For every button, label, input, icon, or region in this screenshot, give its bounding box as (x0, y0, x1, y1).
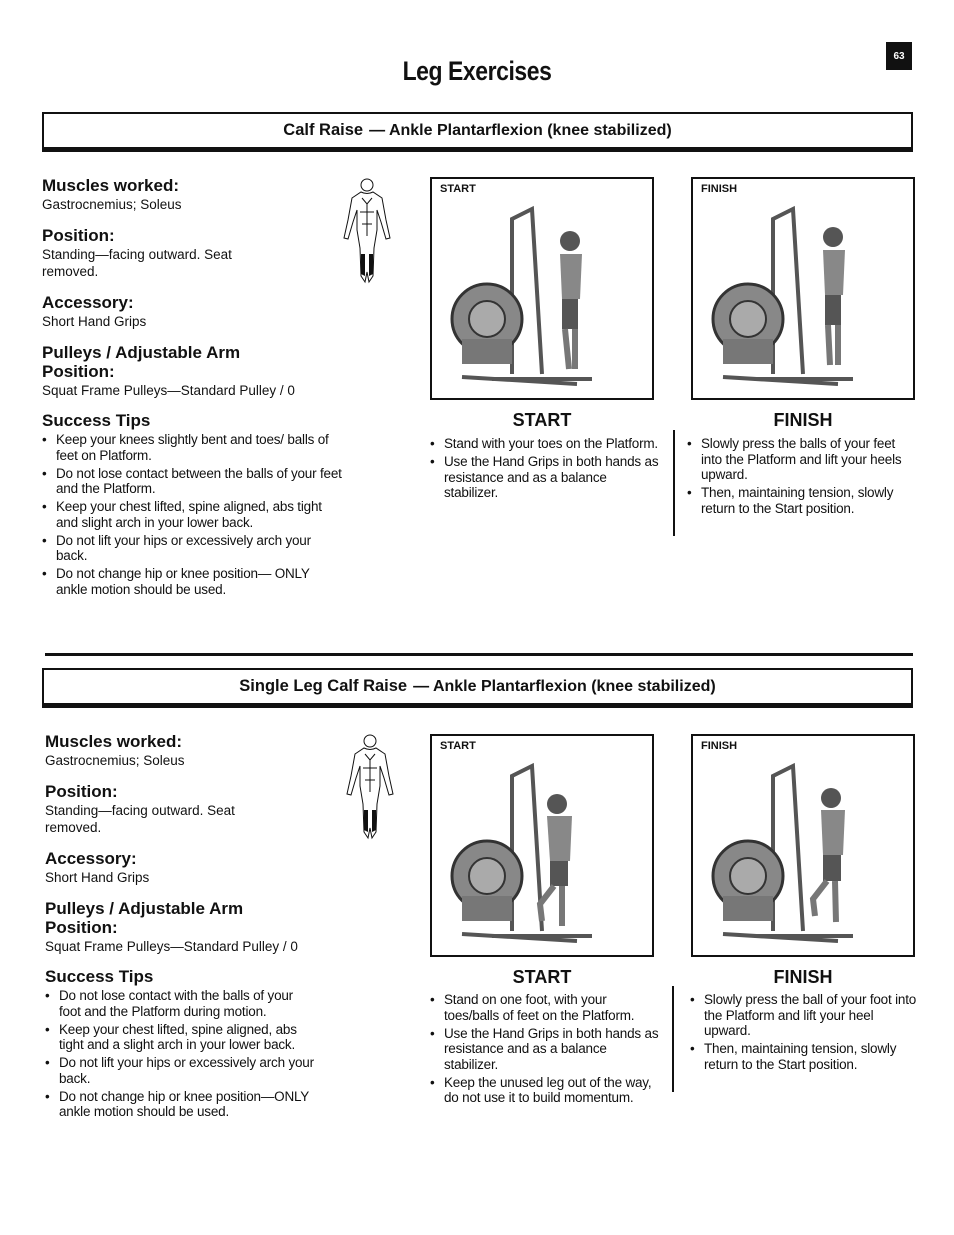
muscles-label: Muscles worked: (45, 732, 182, 751)
exercise-name: Calf Raise (283, 121, 364, 139)
machine-illustration (432, 179, 652, 398)
list-item: • Then, maintaining tension, slowly return to the Start position. (690, 1041, 922, 1072)
list-item: • Do not lift your hips or excessively arch your back. (42, 533, 342, 564)
machine-illustration (693, 736, 913, 955)
exercise-subtitle: — Ankle Plantarflexion (knee stabilized) (413, 677, 716, 695)
accessory-label: Accessory: (42, 293, 134, 312)
list-item: • Do not change hip or knee position— ONLY ankle motion should be used. (42, 566, 342, 597)
accessory-value: Short Hand Grips (45, 870, 150, 885)
success-tips-list (42, 432, 342, 597)
success-tips-list (45, 988, 315, 1120)
section-divider (45, 653, 913, 656)
column-divider (672, 986, 674, 1092)
list-item: • Use the Hand Grips in both hands as resistance and as a balance stabilizer. (430, 1026, 662, 1073)
start-steps-list (430, 436, 662, 503)
list-item: • Use the Hand Grips in both hands as resistance and as a balance stabilizer. (430, 454, 662, 501)
list-item: • Do not lift your hips or excessively arch your back. (45, 1055, 315, 1086)
list-item: • Do not lose contact between the balls of your feet and the Platform. (42, 466, 342, 497)
list-item: • Slowly press the balls of your feet into the Platform and lift your heels upward. (687, 436, 919, 483)
pulleys-position-label: Position: (45, 918, 118, 937)
muscles-label: Muscles worked: (42, 176, 179, 195)
pulleys-position-label: Position: (42, 362, 115, 381)
position-value: Standing—facing outward. Seat removed. (45, 803, 235, 835)
exercise-details (45, 732, 345, 1122)
list-item: • Do not lose contact with the balls of your foot and the Platform during motion. (45, 988, 315, 1019)
list-item: • Keep the unused leg out of the way, do not use it to build momentum. (430, 1075, 662, 1106)
list-item: • Keep your chest lifted, spine aligned, abs tight and slight arch in your lower back. (42, 499, 342, 530)
pulleys-value: Squat Frame Pulleys—Standard Pulley / 0 (45, 939, 298, 954)
pulleys-label: Pulleys / Adjustable Arm (45, 899, 244, 918)
finish-heading: FINISH (773, 967, 833, 987)
accessory-value: Short Hand Grips (42, 314, 147, 329)
finish-heading: FINISH (773, 410, 833, 430)
start-heading: START (512, 410, 572, 430)
position-value: Standing—facing outward. Seat removed. (42, 247, 232, 279)
start-photo-caption: START (440, 740, 476, 752)
start-photo (430, 177, 654, 400)
start-steps-list (430, 992, 662, 1108)
machine-illustration (693, 179, 913, 398)
exercise-header-calf-raise (42, 112, 913, 152)
finish-photo (691, 177, 915, 400)
list-item: • Do not change hip or knee position—ONLY ankle motion should be used. (45, 1089, 315, 1120)
list-item: • Slowly press the ball of your foot into the Platform and lift your heel upward. (690, 992, 922, 1039)
accessory-label: Accessory: (45, 849, 137, 868)
list-item: • Stand with your toes on the Platform. (430, 436, 662, 452)
muscle-diagram-icon (340, 176, 394, 288)
pulleys-label: Pulleys / Adjustable Arm (42, 343, 241, 362)
muscles-value: Gastrocnemius; Soleus (42, 197, 182, 212)
finish-steps-list (687, 436, 919, 519)
start-photo (430, 734, 654, 957)
exercise-header-single-leg-calf-raise (42, 668, 913, 708)
list-item: • Keep your knees slightly bent and toes/ balls of feet on Platform. (42, 432, 342, 463)
list-item: • Keep your chest lifted, spine aligned, abs tight and a slight arch in your lower back. (45, 1022, 315, 1053)
page-number: 63 (886, 42, 912, 70)
success-tips-label: Success Tips (45, 967, 154, 986)
start-photo-caption: START (440, 183, 476, 195)
finish-photo (691, 734, 915, 957)
exercise-name: Single Leg Calf Raise (239, 677, 408, 695)
list-item: • Then, maintaining tension, slowly return to the Start position. (687, 485, 919, 516)
page-title: Leg Exercises (402, 56, 552, 86)
muscle-diagram-icon (343, 732, 397, 844)
muscles-value: Gastrocnemius; Soleus (45, 753, 185, 768)
start-heading: START (512, 967, 572, 987)
pulleys-value: Squat Frame Pulleys—Standard Pulley / 0 (42, 383, 295, 398)
position-label: Position: (45, 782, 118, 801)
finish-steps-list (690, 992, 922, 1075)
exercise-subtitle: — Ankle Plantarflexion (knee stabilized) (369, 121, 672, 139)
finish-photo-caption: FINISH (701, 183, 738, 195)
finish-photo-caption: FINISH (701, 740, 738, 752)
column-divider (673, 430, 675, 536)
success-tips-label: Success Tips (42, 411, 151, 430)
list-item: • Stand on one foot, with your toes/balls of feet on the Platform. (430, 992, 662, 1023)
position-label: Position: (42, 226, 115, 245)
exercise-details (42, 176, 342, 600)
machine-illustration (432, 736, 652, 955)
